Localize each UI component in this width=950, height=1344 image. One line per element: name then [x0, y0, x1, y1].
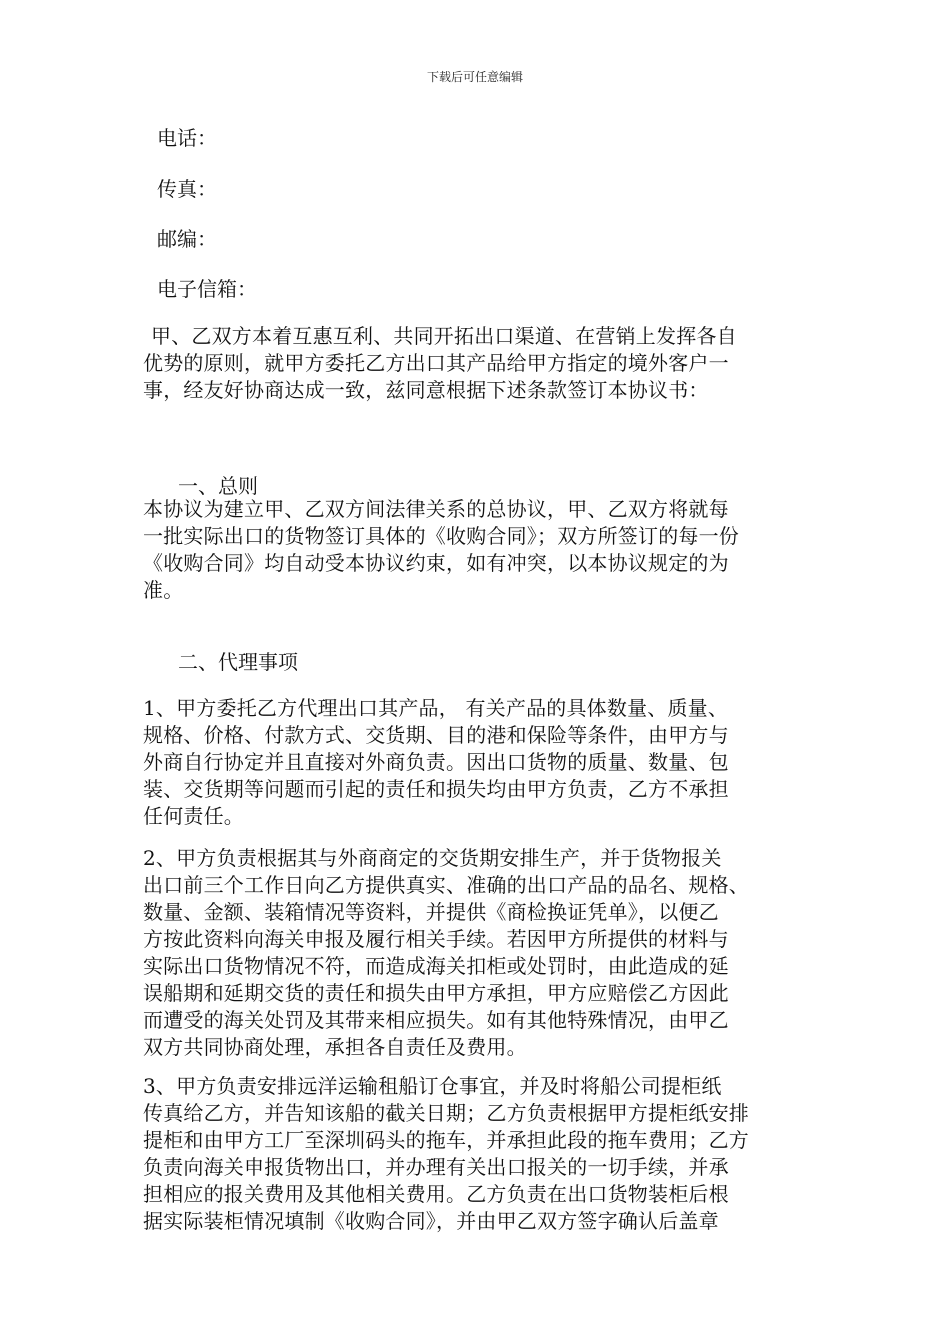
item2-line: 方按此资料向海关申报及履行相关手续。若因甲方所提供的材料与: [143, 927, 729, 951]
item2-line: 双方共同协商处理，承担各自责任及费用。: [143, 1035, 527, 1059]
item2-line: 误船期和延期交货的责任和损失由甲方承担，甲方应赔偿乙方因此: [143, 981, 729, 1005]
phone-field-label: 电话：: [157, 126, 217, 150]
item3-line: 负责向海关申报货物出口，并办理有关出口报关的一切手续，并承: [143, 1155, 729, 1179]
section1-line: 一批实际出口的货物签订具体的《收购合同》；双方所签订的每一份: [143, 524, 739, 548]
item3-line: 提柜和由甲方工厂至深圳码头的拖车，并承担此段的拖车费用；乙方: [143, 1128, 749, 1152]
item1-line: 外商自行协定并且直接对外商负责。因出口货物的质量、数量、包: [143, 750, 729, 774]
section1-line: 本协议为建立甲、乙双方间法律关系的总协议，甲、乙双方将就每: [143, 497, 729, 521]
section2-item1-paragraph: [143, 695, 815, 830]
item2-line: 出口前三个工作日向乙方提供真实、准确的出口产品的品名、规格、: [143, 873, 749, 897]
item1-line: 任何责任。: [143, 804, 244, 828]
section2-item3-paragraph: [143, 1073, 815, 1235]
email-field-label: 电子信箱：: [157, 277, 257, 301]
section2-item2-paragraph: [143, 845, 815, 1061]
section1-title: 一、总则: [178, 474, 258, 498]
intro-line: 优势的原则，就甲方委托乙方出口其产品给甲方指定的境外客户一: [143, 351, 729, 375]
item1-line: 装、交货期等问题而引起的责任和损失均由甲方负责，乙方不承担: [143, 777, 729, 801]
section2-title: 二、代理事项: [178, 650, 298, 674]
postcode-field-label: 邮编：: [157, 227, 217, 251]
item3-line: 据实际装柜情况填制《收购合同》，并由甲乙双方签字确认后盖章: [143, 1209, 719, 1233]
item2-line: 数量、金额、装箱情况等资料，并提供《商检换证凭单》，以便乙: [143, 900, 719, 924]
item2-line: 实际出口货物情况不符，而造成海关扣柜或处罚时，由此造成的延: [143, 954, 729, 978]
intro-paragraph: [143, 323, 815, 404]
item3-line: 传真给乙方，并告知该船的截关日期；乙方负责根据甲方提柜纸安排: [143, 1101, 749, 1125]
item3-line: 3、甲方负责安排远洋运输租船订仓事宜，并及时将船公司提柜纸: [143, 1074, 722, 1098]
item1-line: 1、甲方委托乙方代理出口其产品， 有关产品的具体数量、质量、: [143, 696, 729, 720]
item1-line: 规格、价格、付款方式、交货期、目的港和保险等条件，由甲方与: [143, 723, 729, 747]
fax-field-label: 传真：: [157, 177, 217, 201]
intro-line: 事，经友好协商达成一致，兹同意根据下述条款签订本协议书：: [143, 378, 709, 402]
section1-paragraph: [143, 496, 815, 604]
section1-line: 《收购合同》均自动受本协议约束，如有冲突，以本协议规定的为: [143, 551, 729, 575]
item2-line: 2、甲方负责根据其与外商商定的交货期安排生产，并于货物报关: [143, 846, 722, 870]
item3-line: 担相应的报关费用及其他相关费用。乙方负责在出口货物装柜后根: [143, 1182, 729, 1206]
item2-line: 而遭受的海关处罚及其带来相应损失。如有其他特殊情况，由甲乙: [143, 1008, 729, 1032]
header-note: 下载后可任意编辑: [426, 70, 523, 84]
intro-line: 甲、乙双方本着互惠互利、共同开拓出口渠道、在营销上发挥各自: [151, 324, 737, 348]
section1-line: 准。: [143, 578, 184, 602]
